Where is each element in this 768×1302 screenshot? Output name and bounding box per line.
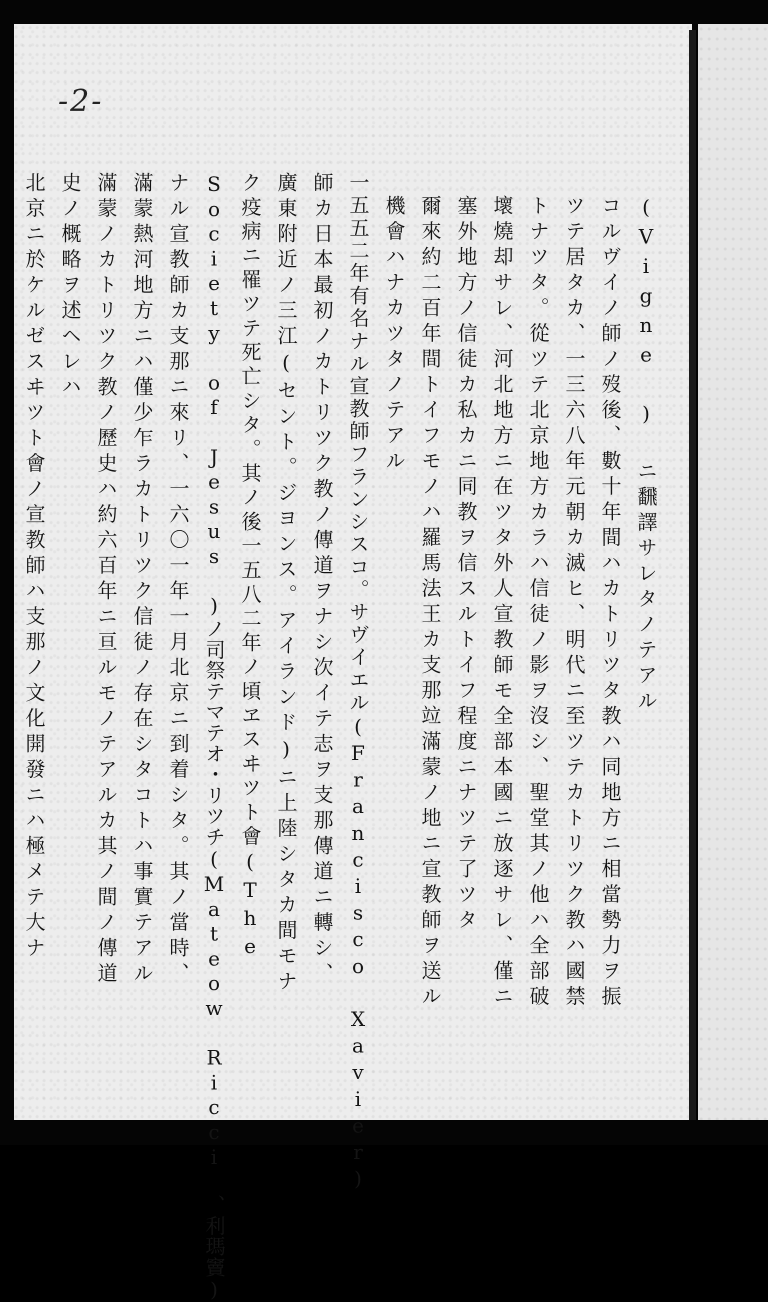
text-column: 師カ日本最初ノカトリツク教ノ傳道ヲナシ次イテ志ヲ支那傳道ニ轉シ、 <box>310 172 334 988</box>
text-column: 壞燒却サレ、河北地方ニ在ツタ外人宣教師モ全部本國ニ放逐サレ、僅ニ <box>490 195 514 1011</box>
text-column: 滿蒙ノカトリツク教ノ歷史ハ約六百年ニ亘ルモノテアルカ其ノ間ノ傳道 <box>94 172 118 988</box>
text-column: ナル宣教師カ支那ニ來リ、一六〇一年一月北京ニ到着シタ。其ノ當時、 <box>166 172 190 988</box>
text-column: Society of Jesus )ノ司祭テマテオ・リツチ(Mateow Ricci 、利瑪竇) <box>202 172 226 1302</box>
text-column: コルヴイノ師ノ歿後、數十年間ハカトリツタ教ハ同地方ニ相當勢力ヲ振 <box>598 195 622 1011</box>
text-column: 爾來約二百年間トイフモノハ羅馬法王カ支那竝滿蒙ノ地ニ宣教師ヲ送ル <box>418 195 442 1011</box>
text-column: 廣東附近ノ三江(セント。ジヨンス。アイランド)ニ上陸シタカ間モナ <box>274 172 298 996</box>
text-column: 北京ニ於ケルゼスヰツト會ノ宣教師ハ支那ノ文化開發ニハ極メテ大ナ <box>22 172 46 963</box>
text-column: ク疫病ニ罹ツテ死亡シタ。其ノ後一五八二年ノ頃ヱスヰツト會(The <box>238 172 262 963</box>
book-spine <box>689 30 696 1120</box>
text-column: ツテ居タカ、一三六八年元朝カ滅ヒ、明代ニ至ツテカトリツク教ハ國禁 <box>562 195 586 1011</box>
text-column: 史ノ概略ヲ述ヘレハ <box>58 172 82 402</box>
text-column: (Vigne ) ニ飜譯サレタノテアル <box>634 195 658 716</box>
page-number: -2- <box>58 84 104 119</box>
text-column: トナツタ。從ツテ北京地方カラハ信徒ノ影ヲ沒シ、聖堂其ノ他ハ全部破 <box>526 195 550 1011</box>
text-column: 機會ハナカツタノテアル <box>382 195 406 476</box>
text-column: 塞外地方ノ信徒カ私カニ同教ヲ信スルトイフ程度ニナツテ了ツタ <box>454 195 478 935</box>
text-column: 一五五二年有名ナル宣教師フランシスコ。サヴイエル(Francisco Xavier) <box>346 172 370 1194</box>
facing-page-edge <box>698 24 768 1120</box>
text-column: 滿蒙熱河地方ニハ僅少乍ラカトリツク信徒ノ存在シタコトハ事實テアル <box>130 172 154 988</box>
